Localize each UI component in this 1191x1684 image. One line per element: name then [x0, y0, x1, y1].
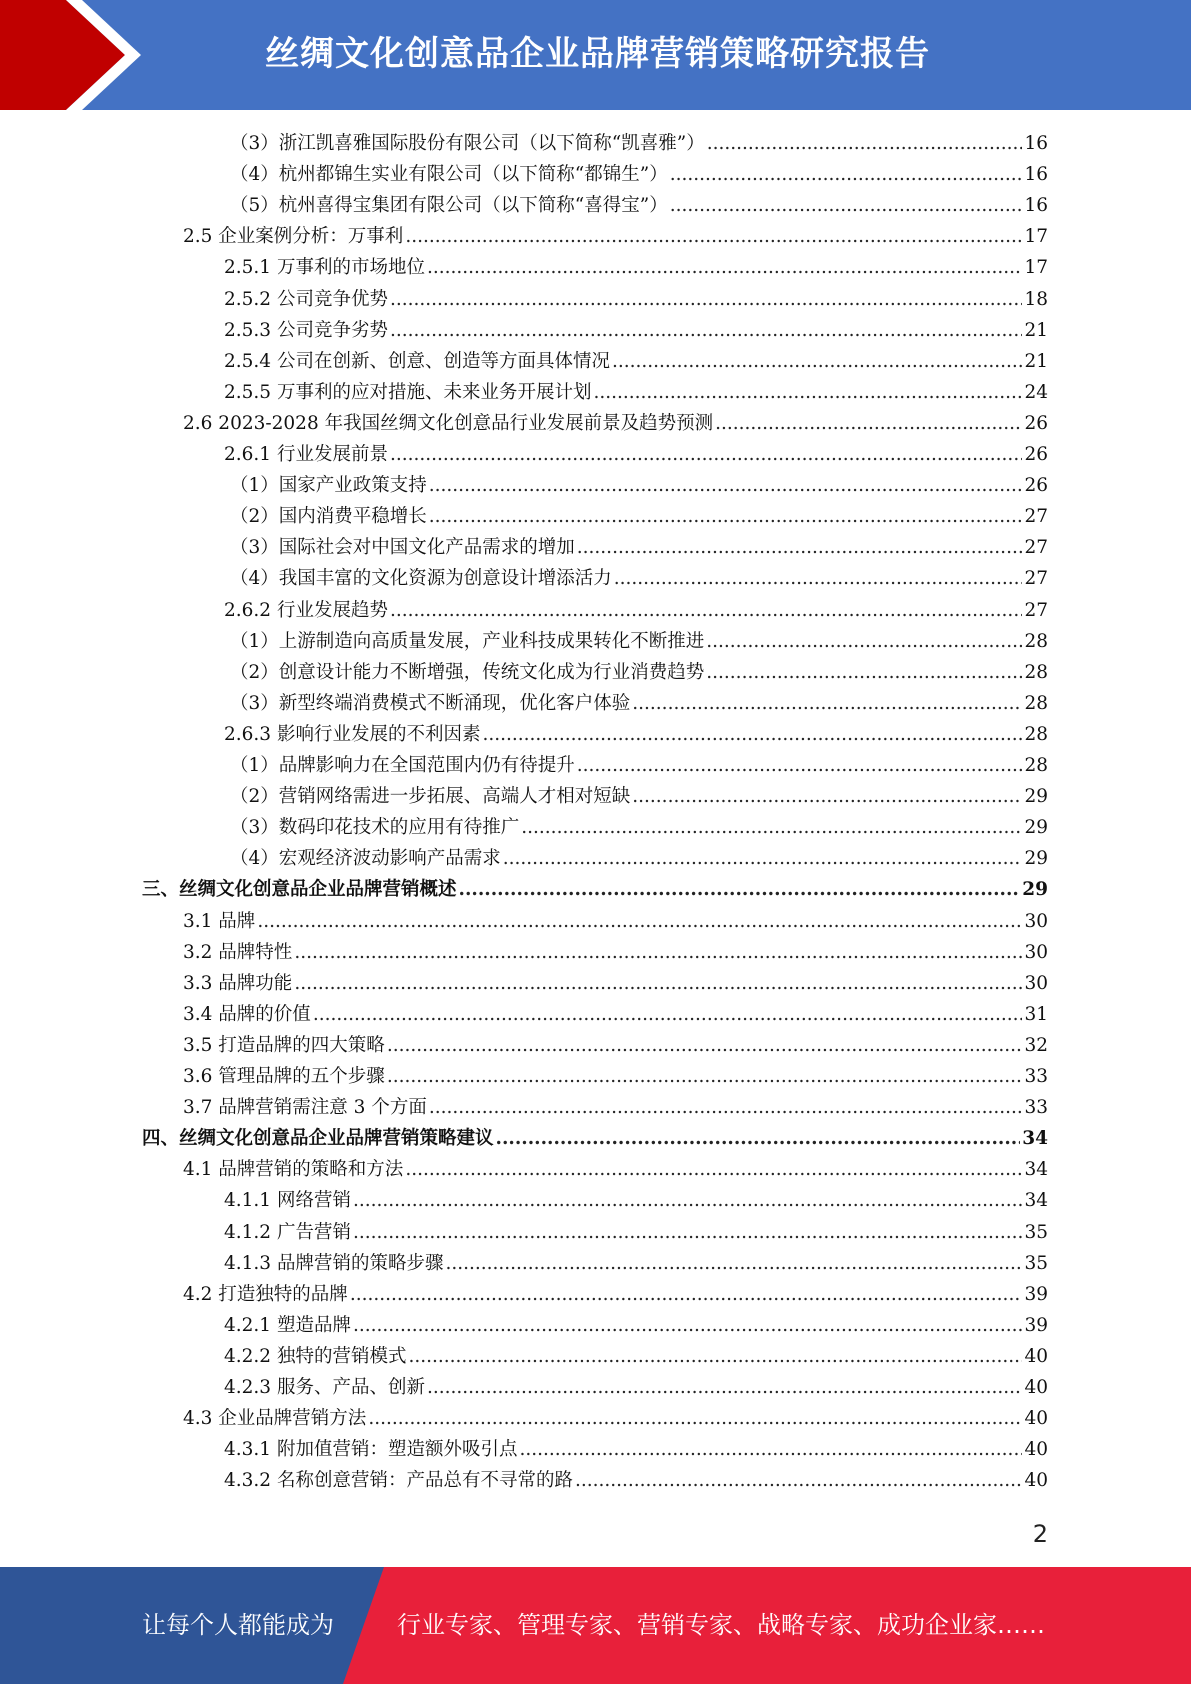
toc-entry-page: 32 — [1024, 1034, 1048, 1056]
toc-entry-label: 2.5.4 公司在创新、创意、创造等方面具体情况 — [224, 350, 610, 372]
footer-slogan-left: 让每个人都能成为 — [142, 1611, 334, 1639]
toc-leader-dots — [612, 346, 1022, 377]
toc-entry-page: 35 — [1024, 1252, 1048, 1274]
toc-entry-page: 29 — [1024, 848, 1048, 870]
toc-leader-dots — [670, 190, 1023, 221]
toc-entry-label: 4.1 品牌营销的策略和方法 — [183, 1159, 404, 1181]
toc-entry-page: 24 — [1024, 381, 1048, 403]
toc-entry-label: （2）创意设计能力不断增强，传统文化成为行业消费趋势 — [230, 661, 705, 683]
footer-slogan-right: 行业专家、管理专家、营销专家、战略专家、成功企业家…… — [397, 1611, 1045, 1639]
toc-leader-dots — [294, 968, 1022, 999]
toc-entry-label: 2.6.2 行业发展趋势 — [224, 599, 388, 621]
toc-leader-dots — [503, 843, 1023, 874]
toc-entry-label: （5）杭州喜得宝集团有限公司（以下简称“喜得宝”） — [230, 195, 668, 217]
toc-entry[interactable] — [230, 532, 1048, 563]
toc-entry-label: 3.3 品牌功能 — [183, 972, 293, 994]
toc-entry[interactable] — [224, 284, 1048, 315]
toc-leader-dots — [408, 1341, 1022, 1372]
toc-entry-page: 26 — [1024, 412, 1048, 434]
toc-entry-page: 33 — [1024, 1066, 1048, 1087]
toc-leader-dots — [390, 315, 1022, 346]
toc-entry[interactable] — [230, 501, 1048, 532]
toc-entry-label: （2）营销网络需进一步拓展、高端人才相对短缺 — [230, 786, 631, 808]
toc-leader-dots — [429, 470, 1023, 501]
toc-leader-dots — [427, 252, 1022, 283]
toc-leader-dots — [715, 408, 1022, 439]
toc-leader-dots — [429, 501, 1023, 532]
toc-entry-label: （1）品牌影响力在全国范围内仍有待提升 — [230, 755, 575, 776]
toc-entry-page: 35 — [1024, 1221, 1048, 1243]
toc-entry[interactable] — [224, 315, 1048, 346]
toc-entry-page: 30 — [1024, 972, 1048, 994]
toc-entry-label: 4.2.1 塑造品牌 — [224, 1314, 351, 1336]
toc-entry[interactable] — [230, 470, 1048, 501]
toc-leader-dots — [706, 626, 1022, 657]
toc-entry-label: （2）国内消费平稳增长 — [230, 506, 427, 528]
toc-entry[interactable] — [183, 1154, 1048, 1185]
toc-entry[interactable] — [224, 1248, 1048, 1279]
toc-entry-label: 4.3.2 名称创意营销：产品总有不寻常的路 — [224, 1470, 573, 1492]
toc-entry[interactable] — [183, 1030, 1048, 1061]
header-arrow-decoration — [0, 0, 160, 110]
toc-entry-label: （3）数码印花技术的应用有待推广 — [230, 817, 520, 839]
toc-entry[interactable] — [224, 1372, 1048, 1403]
toc-entry[interactable] — [230, 812, 1048, 843]
toc-leader-dots — [614, 563, 1023, 594]
toc-entry[interactable] — [230, 750, 1048, 781]
toc-leader-dots — [405, 1154, 1022, 1185]
toc-entry-label: 3.2 品牌特性 — [183, 941, 293, 963]
toc-entry-page: 34 — [1022, 1128, 1048, 1150]
toc-leader-dots — [313, 999, 1023, 1030]
toc-leader-dots — [519, 1434, 1022, 1465]
toc-entry-label: （1）上游制造向高质量发展，产业科技成果转化不断推进 — [230, 630, 705, 652]
toc-entry-page: 17 — [1024, 257, 1048, 279]
toc-entry[interactable] — [224, 1465, 1048, 1496]
toc-entry-page: 29 — [1024, 786, 1048, 808]
toc-entry-label: （3）浙江凯喜雅国际股份有限公司（以下简称“凯喜雅”） — [230, 133, 705, 154]
toc-entry-label: （4）我国丰富的文化资源为创意设计增添活力 — [230, 568, 612, 590]
page-number: 2 — [1032, 1520, 1048, 1548]
toc-entry[interactable] — [224, 1434, 1048, 1465]
toc-leader-dots — [632, 781, 1022, 812]
toc-leader-dots — [353, 1217, 1023, 1248]
toc-entry-page: 40 — [1024, 1408, 1048, 1430]
toc-leader-dots — [445, 1248, 1022, 1279]
toc-entry[interactable] — [230, 781, 1048, 812]
toc-leader-dots — [353, 1310, 1023, 1341]
toc-entry[interactable] — [183, 1061, 1048, 1092]
report-title: 丝绸文化创意品企业品牌营销策略研究报告 — [265, 34, 930, 74]
toc-leader-dots — [575, 1465, 1022, 1496]
toc-entry-page: 28 — [1024, 755, 1048, 776]
toc-entry-page: 27 — [1024, 599, 1048, 621]
toc-entry[interactable] — [224, 377, 1048, 408]
toc-entry[interactable] — [224, 1341, 1048, 1372]
toc-entry-label: 3.5 打造品牌的四大策略 — [183, 1034, 385, 1056]
toc-entry-page: 18 — [1024, 288, 1048, 310]
toc-entry-label: 2.6 2023-2028 年我国丝绸文化创意品行业发展前景及趋势预测 — [183, 412, 714, 434]
toc-entry-label: 3.1 品牌 — [183, 910, 256, 932]
toc-entry[interactable] — [230, 190, 1048, 221]
toc-entry-label: 4.2.3 服务、产品、创新 — [224, 1377, 425, 1398]
toc-entry-label: 4.1.2 广告营销 — [224, 1221, 351, 1243]
toc-entry-page: 40 — [1024, 1345, 1048, 1367]
toc-leader-dots — [670, 159, 1023, 190]
toc-leader-dots — [368, 1403, 1022, 1434]
toc-entry-label: 4.2.2 独特的营销模式 — [224, 1345, 407, 1367]
toc-entry-label: 2.5 企业案例分析：万事利 — [183, 226, 404, 248]
toc-entry-page: 30 — [1024, 910, 1048, 932]
toc-entry[interactable] — [224, 252, 1048, 283]
toc-entry-label: （1）国家产业政策支持 — [230, 475, 427, 497]
toc-entry[interactable] — [230, 657, 1048, 688]
toc-entry-page: 28 — [1024, 723, 1048, 745]
toc-leader-dots — [294, 937, 1022, 968]
toc-leader-dots — [390, 439, 1022, 470]
toc-entry-label: （3）新型终端消费模式不断涌现，优化客户体验 — [230, 692, 631, 714]
toc-leader-dots — [257, 906, 1022, 937]
toc-entry-page: 29 — [1024, 817, 1048, 839]
toc-entry-page: 17 — [1024, 226, 1048, 248]
toc-entry[interactable] — [183, 937, 1048, 968]
toc-entry-page: 16 — [1024, 195, 1048, 217]
toc-leader-dots — [387, 1030, 1023, 1061]
toc-entry-page: 28 — [1024, 692, 1048, 714]
toc-entry-page: 16 — [1024, 164, 1048, 186]
toc-entry-label: 3.7 品牌营销需注意 3 个方面 — [183, 1097, 427, 1119]
toc-entry-label: 2.5.2 公司竞争优势 — [224, 288, 388, 310]
page-footer — [0, 1567, 1191, 1684]
toc-entry-label: 2.5.1 万事利的市场地位 — [224, 257, 425, 279]
toc-entry-label: （4）杭州都锦生实业有限公司（以下简称“都锦生”） — [230, 164, 668, 186]
toc-entry[interactable] — [224, 595, 1048, 626]
toc-entry[interactable] — [183, 906, 1048, 937]
toc-entry[interactable] — [230, 159, 1048, 190]
toc-entry-page: 28 — [1024, 630, 1048, 652]
toc-leader-dots — [706, 657, 1022, 688]
toc-entry[interactable] — [183, 1403, 1048, 1434]
toc-entry-page: 26 — [1024, 444, 1048, 465]
toc-entry-label: 2.5.3 公司竞争劣势 — [224, 319, 388, 341]
toc-leader-dots — [593, 377, 1022, 408]
toc-entry-page: 27 — [1024, 506, 1048, 528]
toc-entry[interactable] — [183, 999, 1048, 1030]
toc-entry-page: 39 — [1024, 1283, 1048, 1305]
toc-entry-page: 27 — [1024, 537, 1048, 559]
toc-entry-page: 21 — [1024, 350, 1048, 372]
toc-leader-dots — [496, 1123, 1021, 1154]
toc-entry-label: 4.1.1 网络营销 — [224, 1190, 351, 1212]
toc-leader-dots — [521, 812, 1022, 843]
toc-entry-page: 39 — [1024, 1314, 1048, 1336]
toc-entry-page: 16 — [1024, 133, 1048, 154]
toc-entry[interactable] — [224, 719, 1048, 750]
toc-entry[interactable] — [183, 221, 1048, 252]
toc-leader-dots — [577, 532, 1023, 563]
toc-entry-label: 2.6.3 影响行业发展的不利因素 — [224, 723, 481, 745]
toc-leader-dots — [387, 1061, 1023, 1092]
toc-leader-dots — [405, 221, 1022, 252]
toc-entry-label: （4）宏观经济波动影响产品需求 — [230, 848, 501, 870]
toc-entry[interactable] — [183, 968, 1048, 999]
toc-entry-page: 31 — [1024, 1003, 1048, 1025]
toc-leader-dots — [427, 1372, 1022, 1403]
toc-entry-page: 40 — [1024, 1470, 1048, 1492]
toc-entry-page: 29 — [1022, 879, 1048, 901]
toc-entry-label: 四、丝绸文化创意品企业品牌营销策略建议 — [142, 1128, 494, 1150]
toc-leader-dots — [482, 719, 1022, 750]
toc-entry-page: 40 — [1024, 1377, 1048, 1398]
toc-leader-dots — [353, 1185, 1023, 1216]
toc-entry[interactable] — [142, 1123, 1048, 1154]
toc-entry-label: 三、丝绸文化创意品企业品牌营销概述 — [142, 879, 457, 901]
toc-leader-dots — [390, 284, 1022, 315]
toc-entry[interactable] — [230, 128, 1048, 159]
toc-entry[interactable] — [224, 1185, 1048, 1216]
toc-entry[interactable] — [183, 408, 1048, 439]
toc-entry-label: 2.6.1 行业发展前景 — [224, 444, 388, 465]
page-header — [0, 0, 1191, 110]
toc-entry-page: 27 — [1024, 568, 1048, 590]
toc-entry-label: 4.1.3 品牌营销的策略步骤 — [224, 1252, 444, 1274]
toc-entry-label: 4.3.1 附加值营销：塑造额外吸引点 — [224, 1439, 518, 1461]
toc-entry[interactable] — [224, 1310, 1048, 1341]
toc-entry-page: 34 — [1024, 1159, 1048, 1181]
toc-leader-dots — [707, 128, 1023, 159]
toc-entry-page: 40 — [1024, 1439, 1048, 1461]
toc-leader-dots — [350, 1279, 1023, 1310]
toc-leader-dots — [632, 688, 1022, 719]
toc-leader-dots — [577, 750, 1023, 781]
toc-entry[interactable] — [224, 1217, 1048, 1248]
toc-entry-label: 3.6 管理品牌的五个步骤 — [183, 1066, 385, 1087]
toc-entry[interactable] — [142, 874, 1048, 905]
toc-entry-page: 28 — [1024, 661, 1048, 683]
toc-entry[interactable] — [230, 688, 1048, 719]
toc-leader-dots — [390, 595, 1022, 626]
toc-entry-label: 2.5.5 万事利的应对措施、未来业务开展计划 — [224, 381, 592, 403]
toc-entry[interactable] — [183, 1092, 1048, 1123]
toc-entry[interactable] — [224, 346, 1048, 377]
toc-entry[interactable] — [224, 439, 1048, 470]
toc-entry[interactable] — [183, 1279, 1048, 1310]
toc-entry-page: 26 — [1024, 475, 1048, 497]
toc-entry[interactable] — [230, 843, 1048, 874]
toc-entry-page: 30 — [1024, 941, 1048, 963]
toc-leader-dots — [429, 1092, 1023, 1123]
toc-entry-page: 21 — [1024, 319, 1048, 341]
toc-entry[interactable] — [230, 563, 1048, 594]
toc-entry-label: （3）国际社会对中国文化产品需求的增加 — [230, 537, 575, 559]
toc-entry-label: 4.2 打造独特的品牌 — [183, 1283, 348, 1305]
toc-entry-label: 3.4 品牌的价值 — [183, 1003, 311, 1025]
toc-entry-label: 4.3 企业品牌营销方法 — [183, 1408, 367, 1430]
toc-entry-page: 33 — [1024, 1097, 1048, 1119]
toc-entry-page: 34 — [1024, 1190, 1048, 1212]
toc-entry[interactable] — [230, 626, 1048, 657]
toc-leader-dots — [459, 874, 1021, 905]
